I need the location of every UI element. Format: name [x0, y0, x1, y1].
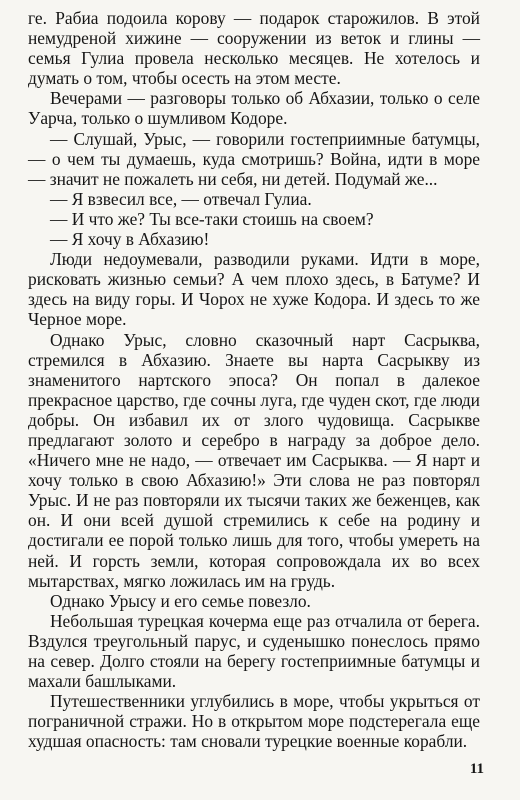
dialogue-line: — Я хочу в Абхазию! [50, 229, 210, 250]
paragraph: Небольшая турецкая кочерма еще раз отчалила от берега. Вздулся треугольный парус, и суденышко понеслось прямо на север. Долго стояли на берегу гостеприимные батумцы и махали башлыками. [28, 610, 480, 692]
paragraph: Вечерами — разговоры только об Абхазии, только о селе Уарча, только о шумливом Кодоре. [28, 88, 480, 129]
paragraph: Путешественники углубились в море, чтобы укрыться от пограничной стражи. Но в открытом море подстерегала еще худшая опасность: там сновали турецкие военные корабли. [28, 691, 480, 752]
paragraph: Люди недоумевали, разводили руками. Идти в море, рисковать жизнью семьи? А чем плохо здесь, в Батуме? И здесь на виду горы. И Чорох не хуже Кодора. И здесь то же Черное море. [28, 249, 480, 330]
paragraph-continuation: ге. Рабиа подоила корову — подарок старожилов. В этой немудреной хижине — сооружении из веток и глины — семья Гулиа провела несколько месяцев. Не хотелось и думать о том, чтобы осесть на этом месте. [28, 8, 480, 89]
dialogue-line: — Я взвесил все, — отвечал Гулиа. [50, 188, 312, 209]
paragraph: Однако Урыс, словно сказочный нарт Сасрыква, стремился в Абхазию. Знаете вы нарта Сасрыкву из знаменитого нартского эпоса? Он попал в далекое прекрасное царство, где сочны луга, где чуден скот, где люди добры. Он избавил их от злого чудовища. Сасрыкве предлагают золото и серебро в награду за доброе дело. «Ничего мне не надо, — отвечает им Сасрыква. — Я нарт и хочу только в свою Абхазию!» Эти слова не раз повторял Урыс. И не раз повторяли их тысячи таких же беженцев, как он. И они всей душой стремились к себе на родину и достигали ее порой только лишь для того, чтобы умереть на ней. И горсть земли, которая сопровождала их во всех мытарствах, мягко ложилась им на грудь. [28, 329, 480, 591]
page-number: 11 [469, 761, 484, 777]
body-text [28, 8, 480, 751]
dialogue-line: — И что же? Ты все-таки стоишь на своем? [50, 208, 374, 229]
dialogue-line: — Слушай, Урыс, — говорили гостеприимные батумцы, — о чем ты думаешь, куда смотришь? Война, идти в море — значит не пожалеть ни себя, ни детей. Подумай же... [28, 128, 480, 189]
paragraph: Однако Урысу и его семье повезло. [50, 590, 311, 611]
